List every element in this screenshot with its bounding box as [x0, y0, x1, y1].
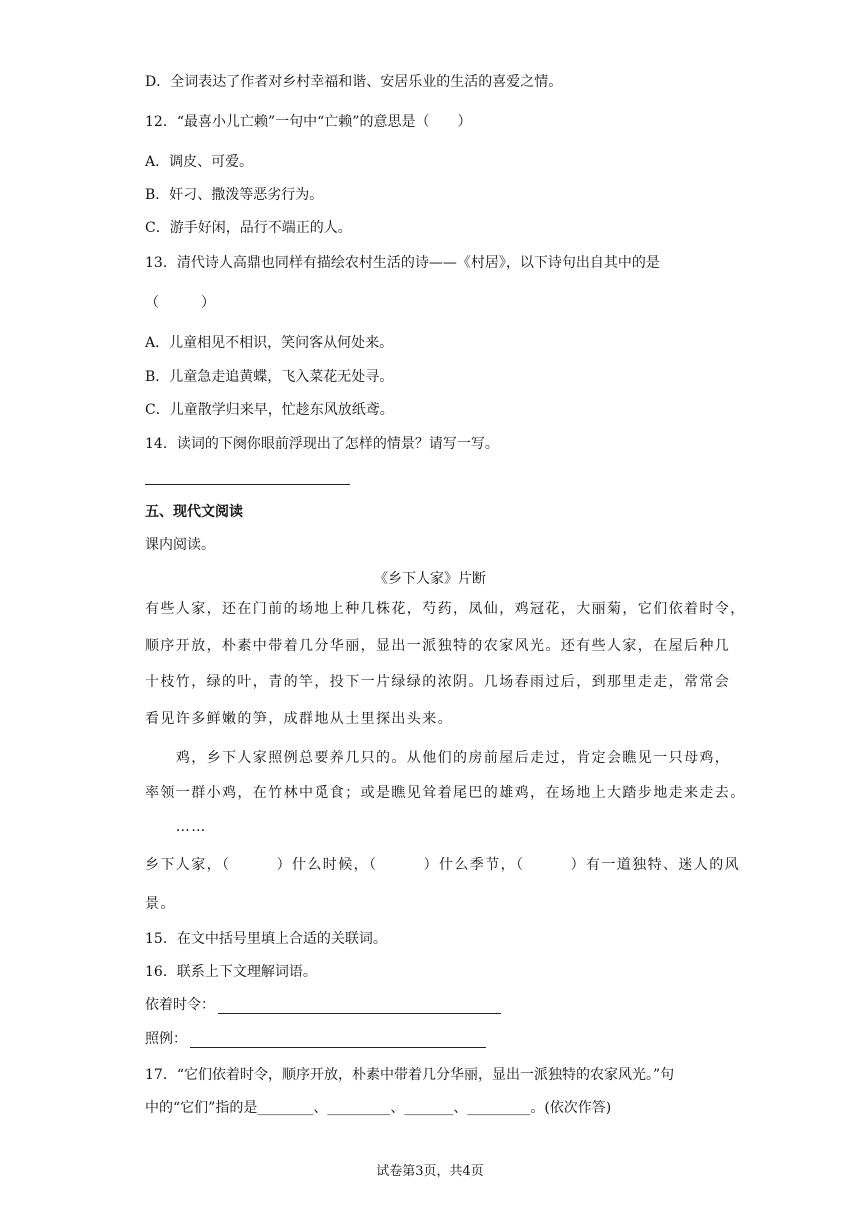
- q12-option-b: B．奸刁、撒泼等恶劣行为。: [145, 187, 324, 203]
- q16-stem: 16．联系上下文理解词语。: [145, 964, 317, 980]
- passage-line: 乡下人家，（ ）什么时候，（ ）什么季节，（ ）有一道独特、迷人的风: [145, 857, 740, 873]
- q16-label-2: 照例：: [145, 1031, 187, 1047]
- passage-ellipsis: ……: [145, 819, 207, 835]
- q11-option-d: D．全词表达了作者对乡村幸福和谐、安居乐业的生活的喜爱之情。: [145, 74, 563, 90]
- passage-title: 《乡下人家》片断: [374, 571, 486, 587]
- q13-option-a: A．儿童相见不相识，笑问客从何处来。: [145, 335, 394, 351]
- passage-line: 十枝竹，绿的叶，青的竿，投下一片绿绿的浓阴。几场春雨过后，到那里走走，常常会: [145, 674, 731, 690]
- passage-line: 景。: [145, 896, 176, 912]
- q16-answer-line-2[interactable]: [190, 1047, 486, 1048]
- passage-line: 率领一群小鸡，在竹林中觅食；或是瞧见耸着尾巴的雄鸡，在场地上大踏步地走来走去。: [145, 785, 746, 801]
- q13-option-b: B．儿童急走追黄蝶，飞入菜花无处寻。: [145, 369, 394, 385]
- q16-label-1: 依着时令：: [145, 997, 215, 1013]
- section-title: 五、现代文阅读: [145, 504, 243, 520]
- q12-stem: 12．“最喜小儿亡赖”一句中“亡赖”的意思是（ ）: [145, 114, 472, 130]
- q16-answer-line-1[interactable]: [218, 1013, 501, 1014]
- passage-line: 鸡，乡下人家照例总要养几只的。从他们的房前屋后走过，肯定会瞧见一只母鸡，: [145, 750, 731, 766]
- q17-line-1: 17．“它们依着时令，顺序开放，朴素中带着几分华丽，显出一派独特的农家风光。”句: [145, 1067, 675, 1083]
- q13-option-c: C．儿童散学归来早，忙趁东风放纸鸢。: [145, 402, 394, 418]
- q12-option-c: C．游手好闲，品行不端正的人。: [145, 220, 352, 236]
- passage-line: 有些人家，还在门前的场地上种几株花，芍药，凤仙，鸡冠花，大丽菊，它们依着时令，: [145, 601, 746, 617]
- q13-stem: 13．清代诗人高鼎也同样有描绘农村生活的诗——《村居》，以下诗句出自其中的是: [145, 255, 660, 271]
- q17-line-2: 中的“它们”指的是________、_________、_______、_________。(依次作答): [145, 1100, 612, 1116]
- page-footer: 试卷第3页，共4页: [376, 1164, 484, 1179]
- q12-option-a: A．调皮、可爱。: [145, 154, 254, 170]
- q14-answer-line[interactable]: [145, 484, 350, 485]
- q14-stem: 14．读词的下阕你眼前浮现出了怎样的情景？请写一写。: [145, 436, 499, 452]
- q13-stem-paren: （ ）: [145, 295, 215, 311]
- passage-line: 顺序开放，朴素中带着几分华丽，显出一派独特的农家风光。还有些人家，在屋后种几: [145, 638, 731, 654]
- passage-line: 看见许多鲜嫩的笋，成群地从土里探出头来。: [145, 711, 453, 727]
- section-intro: 课内阅读。: [145, 537, 215, 553]
- q15-stem: 15．在文中括号里填上合适的关联词。: [145, 931, 387, 947]
